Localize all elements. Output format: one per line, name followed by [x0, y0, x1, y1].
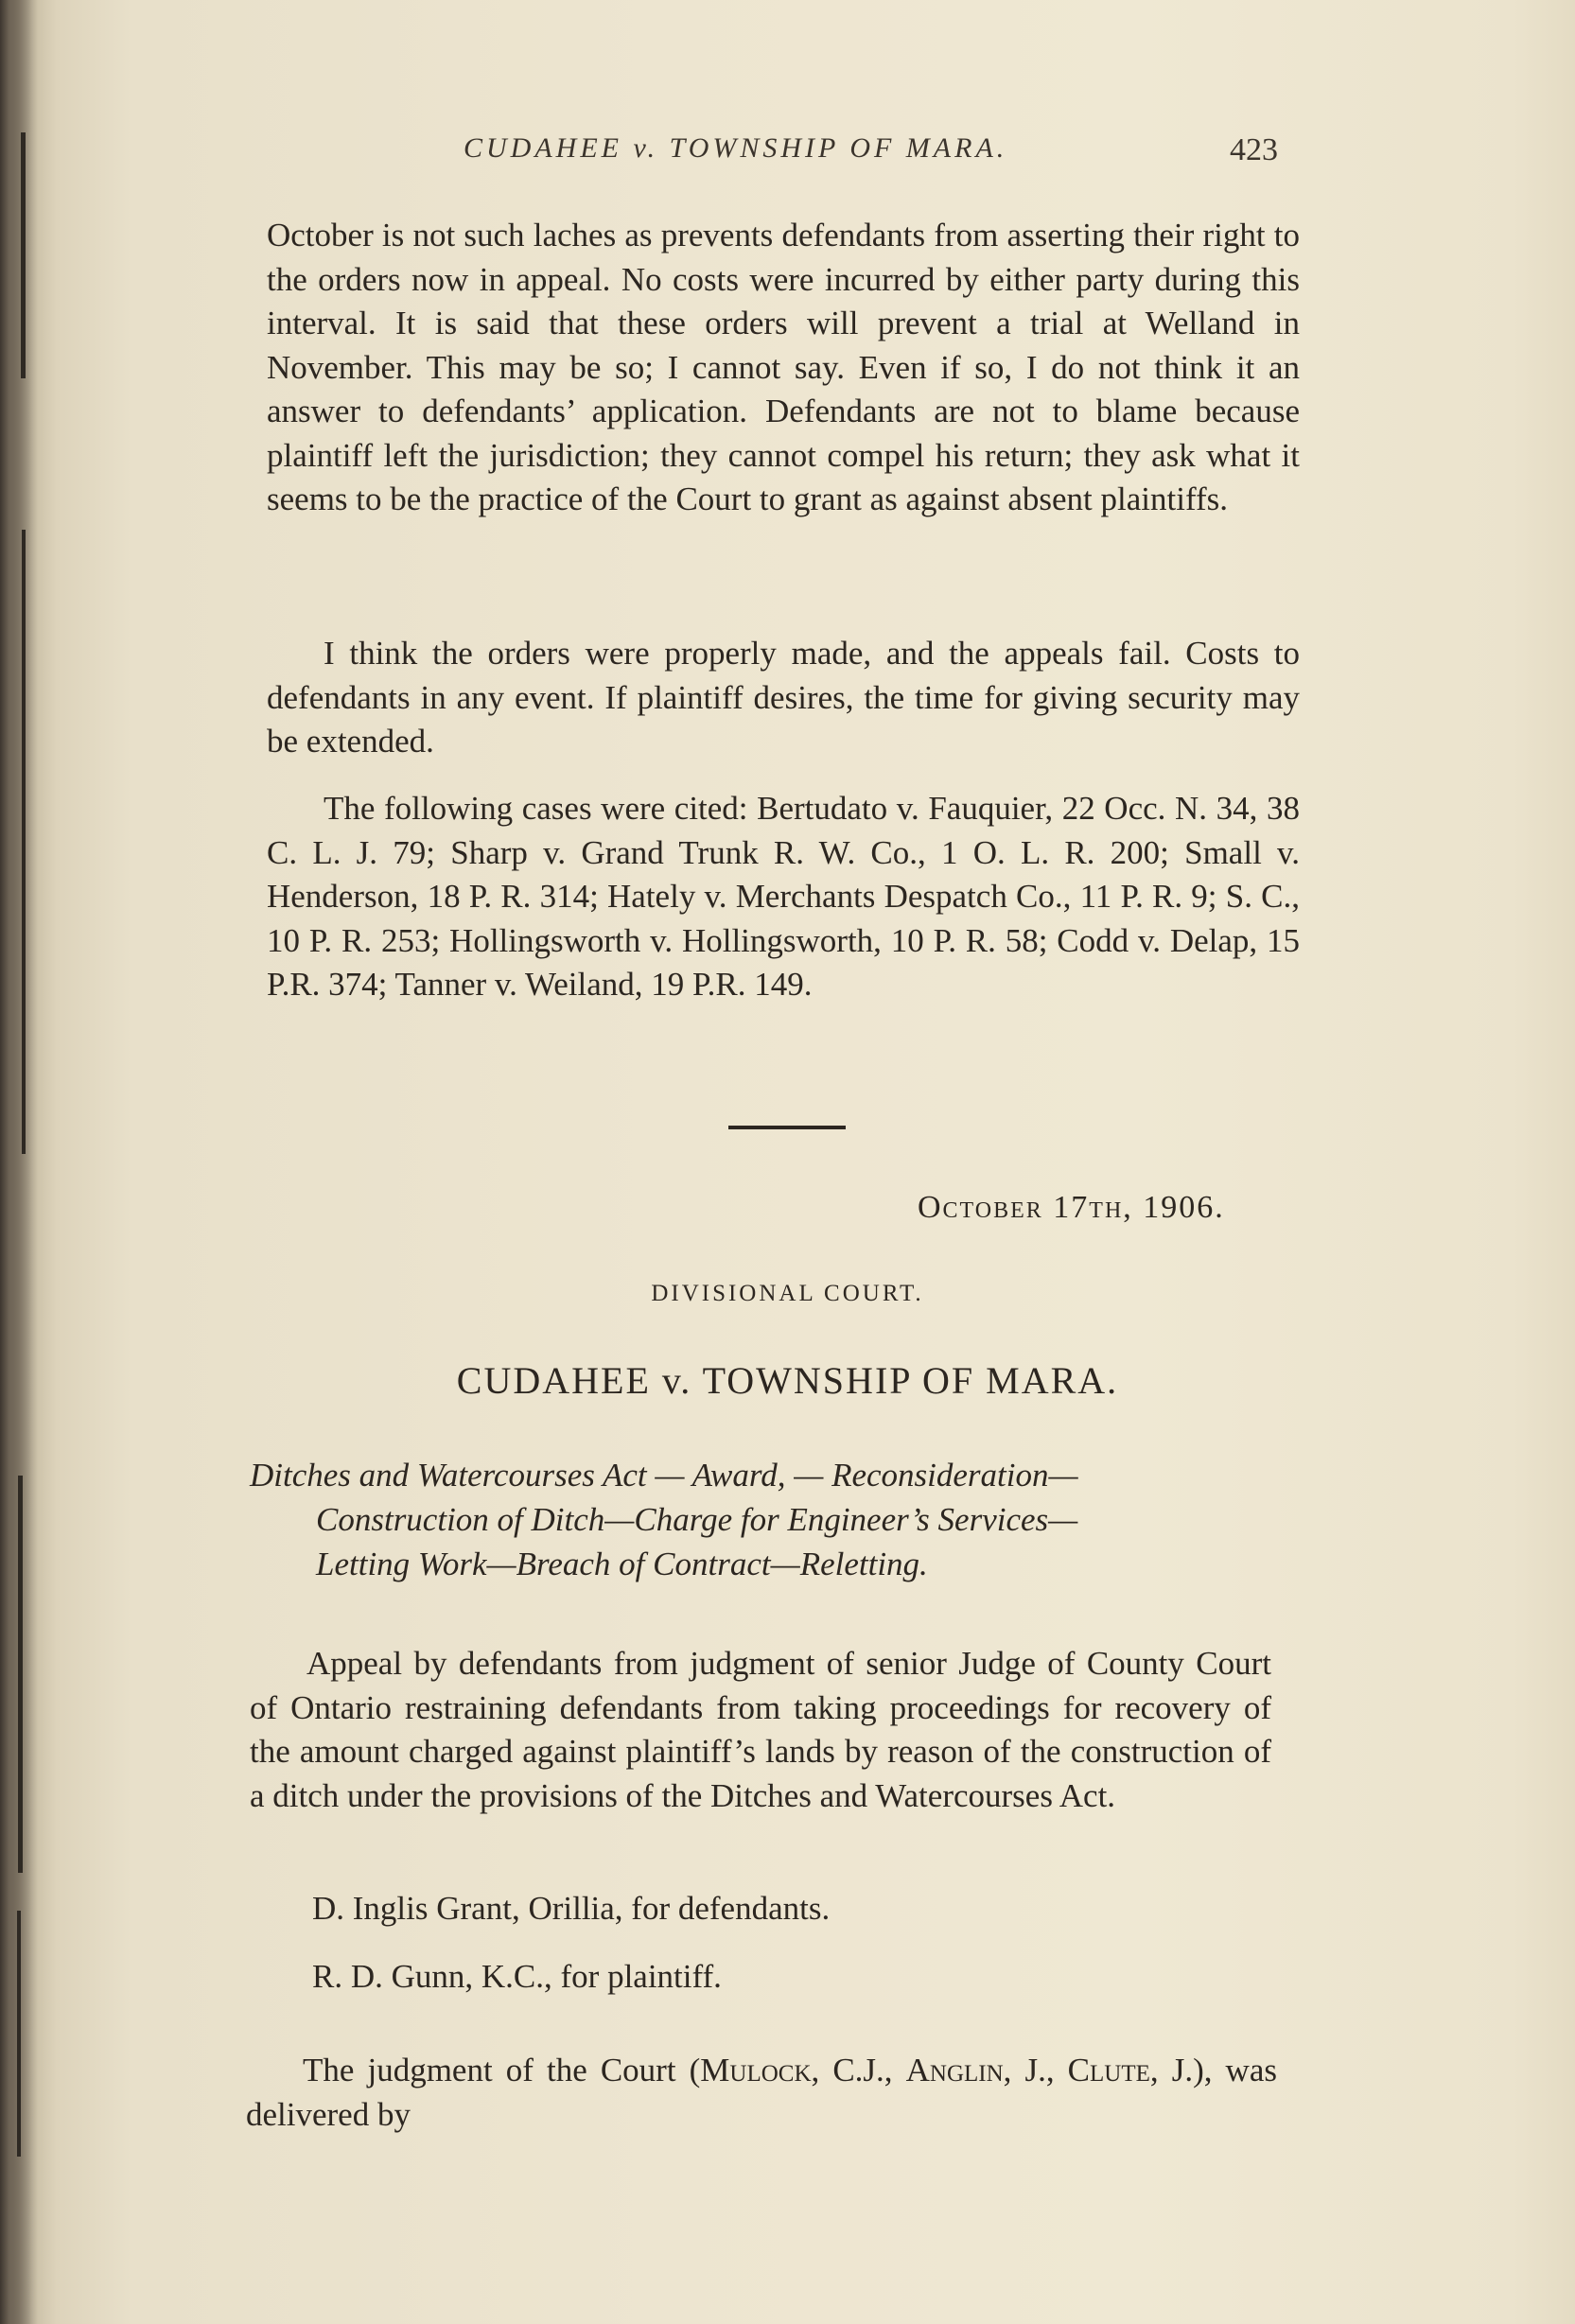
judge-name: Anglin [905, 2052, 1004, 2088]
judge-name: Mulock [700, 2052, 812, 2088]
decision-date: October 17th, 1906. [918, 1190, 1225, 1225]
page-header [0, 132, 1575, 180]
paragraph-text: The following cases were cited: Bertudato v. Fauquier, 22 Occ. N. 34, 38 C. L. J. 79; Sharp v. Grand Trunk R. W. Co., 1 O. L. R. 200; Small v. Henderson, 18 P. R. 314; Hately v. Merchants Despatch Co., 11 P. R. 9; S. C., 10 P. R. 253; Hollingsworth v. Hollingsworth, 10 P. R. 58; Codd v. Delap, 15 P.R. 374; Tanner v. Weiland, 19 P.R. 149. [267, 790, 1300, 1003]
gutter-mark [17, 1911, 21, 2157]
counsel-plaintiff: R. D. Gunn, K.C., for plaintiff. [312, 1958, 722, 1995]
paragraph-text: Appeal by defendants from judgment of senior Judge of County Court of Ontario restraining defendants from taking proceedings for recovery of the amount charged against plaintiff’s lands by reason of the construction of a ditch under the provisions of the Ditches and Watercourses Act. [250, 1645, 1271, 1814]
court-name [0, 1281, 1575, 1307]
judge-title: , C.J., [811, 2052, 906, 2088]
paragraph-judgment-intro [246, 2049, 1277, 2137]
counsel-defendants: D. Inglis Grant, Orillia, for defendants. [312, 1890, 831, 1927]
judge-title: , J., [1003, 2052, 1068, 2088]
paragraph-orders [267, 632, 1300, 764]
section-divider [728, 1126, 846, 1129]
paragraph-appeal [250, 1642, 1271, 1818]
paragraph-text: I think the orders were properly made, and the appeals fail. Costs to defendants in any event. If plaintiff desires, the time for giving security may be extended. [267, 635, 1300, 760]
headnote-line: Construction of Ditch—Charge for Engineer’s Services— [316, 1501, 1078, 1538]
court-name-text: DIVISIONAL COURT. [651, 1281, 924, 1306]
paragraph-laches [267, 214, 1300, 522]
case-title: CUDAHEE v. TOWNSHIP OF MARA. [456, 1359, 1119, 1402]
gutter-mark [22, 530, 26, 1154]
running-head: CUDAHEE v. TOWNSHIP OF MARA. [464, 132, 1008, 164]
headnote [250, 1453, 1300, 1586]
paragraph-text [246, 2049, 1277, 2137]
judge-name: Clute [1067, 2052, 1150, 2088]
judgment-intro-start: The judgment of the Court ( [303, 2052, 701, 2088]
gutter-mark [18, 1476, 23, 1873]
headnote-line: Letting Work—Breach of Contract—Reletting. [316, 1546, 928, 1582]
paragraph-cases-cited [267, 787, 1300, 1007]
page-number: 423 [1230, 132, 1278, 167]
judge-title: , J.), was delivered by [246, 2052, 1277, 2133]
headnote-line: Ditches and Watercourses Act — Award, — Reconsideration— [250, 1457, 1078, 1494]
paragraph-text: October is not such laches as prevents defendants from asserting their right to the orders now in appeal. No costs were incurred by either party during this interval. It is said that these orders will prevent a trial at Welland in November. This may be so; I cannot say. Even if so, I do not think it an answer to defendants’ application. Defendants are not to blame because plaintiff left the jurisdiction; they cannot compel his return; they ask what it seems to be the practice of the Court to grant as against absent plaintiffs. [267, 217, 1300, 517]
